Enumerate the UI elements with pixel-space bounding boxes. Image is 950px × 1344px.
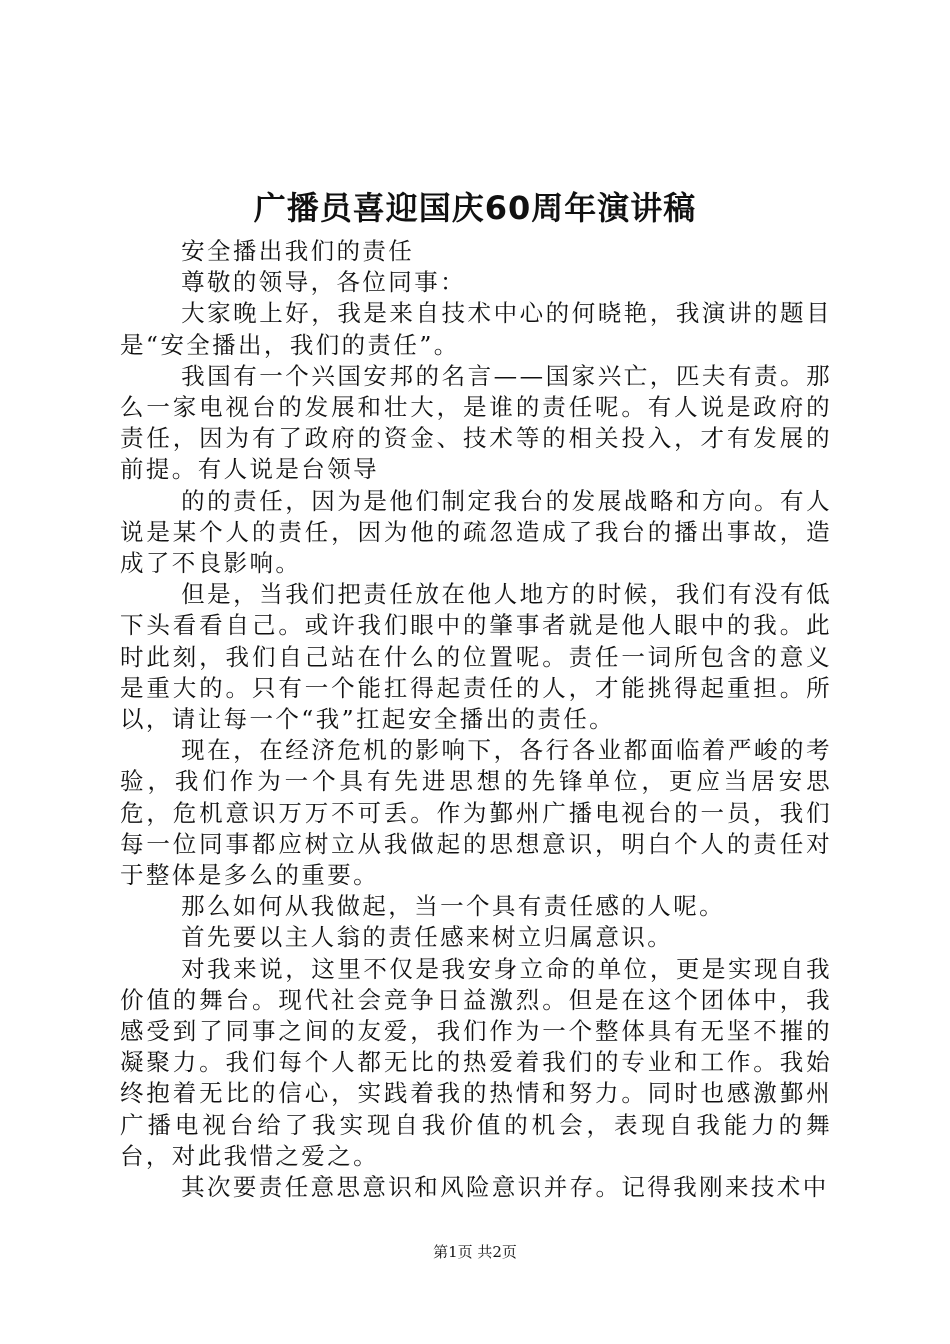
paragraph: 我国有一个兴国安邦的名言——国家兴亡，匹夫有责。那么一家电视台的发展和壮大，是谁的责任呢。有人说是政府的责任，因为有了政府的资金、技术等的相关投入，才有发展的前提。有人说是台领导 xyxy=(120,361,832,484)
page-number-footer: 第1页 共2页 xyxy=(433,1243,517,1261)
paragraph: 的的责任，因为是他们制定我台的发展战略和方向。有人说是某个人的责任，因为他的疏忽造成了我台的播出事故，造成了不良影响。 xyxy=(120,486,832,578)
paragraph: 安全播出我们的责任 xyxy=(181,237,415,265)
paragraph: 大家晚上好，我是来自技术中心的何晓艳，我演讲的题目是“安全播出，我们的责任”。 xyxy=(120,299,832,359)
paragraph: 首先要以主人翁的责任感来树立归属意识。 xyxy=(181,923,674,952)
paragraph: 尊敬的领导，各位同事： xyxy=(181,268,466,297)
document-title: 广播员喜迎国庆60周年演讲稿 xyxy=(253,189,697,227)
paragraph: 但是，当我们把责任放在他人地方的时候，我们有没有低下头看看自己。或许我们眼中的肇事者就是他人眼中的我。此时此刻，我们自己站在什么的位置呢。责任一词所包含的意义是重大的。只有一个能扛得起责任的人，才能挑得起重担。所以，请让每一个“我”扛起安全播出的责任。 xyxy=(120,580,832,734)
paragraph: 那么如何从我做起，当一个具有责任感的人呢。 xyxy=(181,892,725,921)
document-body xyxy=(120,236,832,1203)
paragraph: 其次要责任意思意识和风险意识并存。记得我刚来技术中 xyxy=(181,1173,829,1202)
paragraph: 对我来说，这里不仅是我安身立命的单位，更是实现自我价值的舞台。现代社会竞争日益激烈。但是在这个团体中，我感受到了同事之间的友爱，我们作为一个整体具有无坚不摧的凝聚力。我们每个人都无比的热爱着我们的专业和工作。我始终抱着无比的信心，实践着我的热情和努力。同时也感激鄞州广播电视台给了我实现自我价值的机会，表现自我能力的舞台，对此我惜之爱之。 xyxy=(120,954,832,1170)
paragraph: 现在，在经济危机的影响下，各行各业都面临着严峻的考验，我们作为一个具有先进思想的先锋单位，更应当居安思危，危机意识万万不可丢。作为鄞州广播电视台的一员，我们每一位同事都应树立从我做起的思想意识，明白个人的责任对于整体是多么的重要。 xyxy=(120,736,832,890)
